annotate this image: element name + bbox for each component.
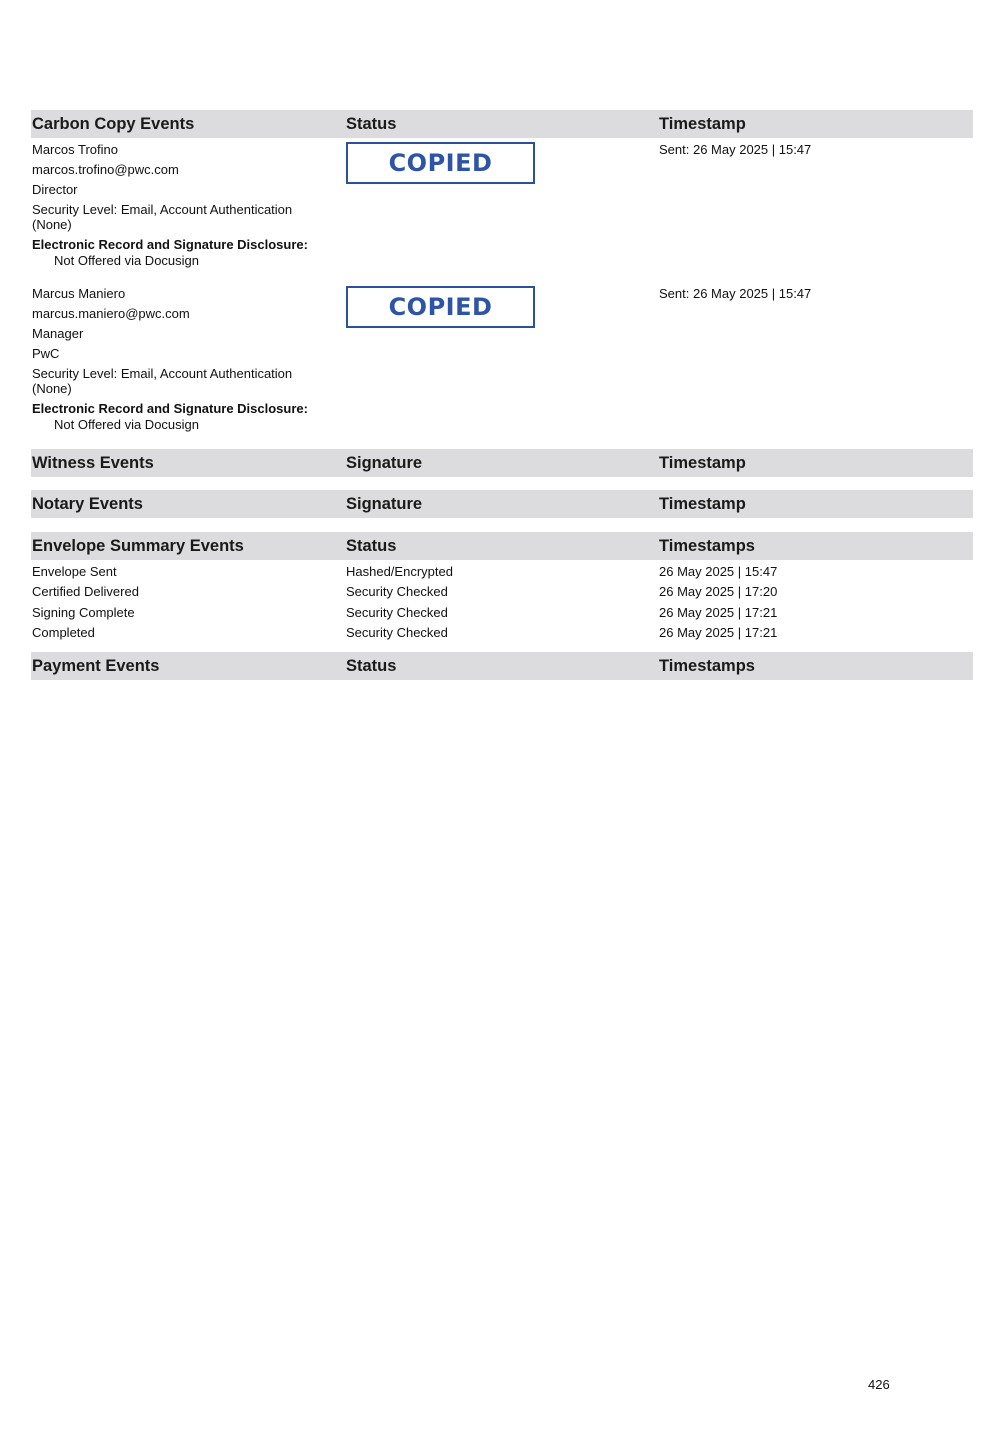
summary-event: Certified Delivered (32, 584, 139, 600)
recipient-title: Manager (32, 326, 84, 341)
security-level-auth: (None) (32, 217, 72, 232)
recipient-security-level (32, 366, 345, 396)
summary-timestamp: 26 May 2025 | 15:47 (659, 563, 778, 579)
header-col-events: Notary Events (32, 494, 143, 513)
cc-recipient-details (31, 142, 345, 273)
disclosure-value: Not Offered via Docusign (54, 417, 199, 432)
cc-recipient-status (345, 142, 658, 273)
header-col-events: Payment Events (32, 656, 160, 675)
envelope-summary-events-header (31, 532, 973, 560)
summary-status: Hashed/Encrypted (346, 563, 453, 579)
recipient-company: PwC (32, 346, 60, 361)
summary-status: Security Checked (346, 625, 448, 641)
document-page (31, 110, 973, 680)
header-col-signature: Signature (346, 453, 423, 472)
security-level-auth: (None) (32, 381, 72, 396)
table-row (31, 561, 973, 582)
recipient-email: marcos.trofino@pwc.com (32, 162, 179, 177)
copied-stamp: COPIED (346, 286, 535, 328)
recipient-title: Director (32, 182, 78, 197)
header-col-events: Witness Events (32, 453, 154, 472)
disclosure-label: Electronic Record and Signature Disclosure: (32, 401, 308, 416)
summary-status: Security Checked (346, 604, 448, 620)
carbon-copy-events-header (31, 110, 973, 138)
notary-events-header (31, 490, 973, 518)
summary-event: Envelope Sent (32, 563, 117, 579)
security-level-text: Security Level: Email, Account Authentication (32, 366, 293, 381)
cc-recipient-status (345, 286, 658, 437)
header-col-timestamp: Timestamp (659, 453, 746, 472)
summary-event: Completed (32, 625, 95, 641)
header-col-timestamp: Timestamp (659, 114, 746, 133)
header-col-status: Status (346, 114, 397, 133)
recipient-email: marcus.maniero@pwc.com (32, 306, 190, 321)
header-col-timestamps: Timestamps (659, 536, 755, 555)
header-col-signature: Signature (346, 494, 423, 513)
witness-events-header (31, 449, 973, 477)
table-row (31, 623, 973, 644)
payment-events-header (31, 652, 973, 680)
page-number: 426 (868, 1377, 890, 1392)
recipient-name: Marcos Trofino (32, 142, 118, 157)
summary-status: Security Checked (346, 584, 448, 600)
cc-recipient (31, 142, 973, 273)
header-col-timestamps: Timestamps (659, 656, 755, 675)
summary-event: Signing Complete (32, 604, 135, 620)
header-col-timestamp: Timestamp (659, 494, 746, 513)
disclosure-value: Not Offered via Docusign (54, 253, 199, 268)
copied-stamp: COPIED (346, 142, 535, 184)
cc-recipient-timestamp: Sent: 26 May 2025 | 15:47 (659, 286, 812, 301)
header-col-status: Status (346, 656, 397, 675)
summary-timestamp: 26 May 2025 | 17:21 (659, 625, 778, 641)
envelope-summary-table (31, 561, 973, 643)
header-col-events: Envelope Summary Events (32, 536, 244, 555)
summary-timestamp: 26 May 2025 | 17:21 (659, 604, 778, 620)
header-col-status: Status (346, 536, 397, 555)
disclosure-label: Electronic Record and Signature Disclosure: (32, 237, 308, 252)
security-level-text: Security Level: Email, Account Authentication (32, 202, 293, 217)
summary-timestamp: 26 May 2025 | 17:20 (659, 584, 778, 600)
table-row (31, 582, 973, 603)
cc-recipient (31, 286, 973, 437)
recipient-security-level (32, 202, 345, 232)
header-col-events: Carbon Copy Events (32, 114, 195, 133)
table-row (31, 602, 973, 623)
recipient-name: Marcus Maniero (32, 286, 126, 301)
cc-recipient-details (31, 286, 345, 437)
cc-recipient-timestamp: Sent: 26 May 2025 | 15:47 (659, 142, 812, 157)
